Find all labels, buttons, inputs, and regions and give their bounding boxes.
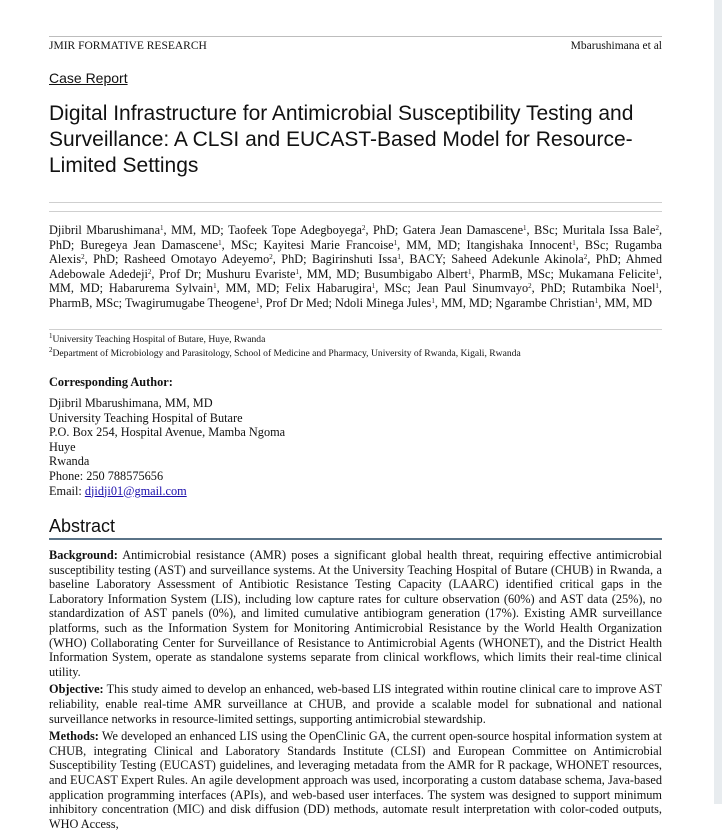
author-name: Busumbigabo Albert xyxy=(364,266,468,281)
abstract-body xyxy=(49,548,662,834)
author-degree: , PhD; xyxy=(272,252,312,267)
author-affiliation-number: 1 xyxy=(213,282,217,291)
author-affiliation-number: 1 xyxy=(655,282,659,291)
page-edge xyxy=(714,0,722,804)
author-degree: , MM, MD; xyxy=(298,266,365,281)
author-degree: , MM, MD xyxy=(598,295,653,310)
author-affiliation-number: 1 xyxy=(655,267,659,276)
author-affiliation-number: 2 xyxy=(269,253,273,262)
affiliation-text: Department of Microbiology and Parasitology, School of Medicine and Pharmacy, University of Rwanda, Kigali, Rwanda xyxy=(52,348,521,359)
author-name: Rasheed Omotayo Adeyemo xyxy=(123,252,270,267)
author-name: Ndoli Minega Jules xyxy=(335,295,432,310)
article-type: Case Report xyxy=(49,70,128,86)
corresponding-author-line: Phone: 250 788575656 xyxy=(49,468,164,483)
running-author: Mbarushimana et al xyxy=(570,40,662,52)
author-affiliation-number: 1 xyxy=(397,253,401,262)
author-name: Rugamba Alexis xyxy=(49,237,663,267)
author-name: Bagirinshuti Issa xyxy=(312,252,398,267)
author-affiliation-number: 2 xyxy=(655,224,659,232)
author-name: Gatera Jean Damascene xyxy=(402,223,524,237)
author-name: Felix Habarugira xyxy=(285,281,372,296)
author-degree: , PhD; xyxy=(84,252,124,267)
author-name: Twagirumugabe Theogene xyxy=(124,295,257,310)
author-degree: , MM, MD; xyxy=(49,266,662,296)
author-list xyxy=(49,223,662,311)
author-degree: , PhD; xyxy=(49,223,663,252)
corresponding-author-heading: Corresponding Author: xyxy=(49,375,173,389)
title-rule-bottom xyxy=(49,211,662,212)
author-name: Habaruremа Sylvain xyxy=(108,281,214,296)
author-affiliation-number: 2 xyxy=(81,253,85,262)
author-affiliation-number: 2 xyxy=(362,224,366,232)
affiliation-number: 1 xyxy=(49,332,53,340)
author-name: Rutambika Noel xyxy=(571,281,656,296)
abstract-methods xyxy=(49,729,662,831)
methods-text: We developed an enhanced LIS using the OpenClinic GA, the current open-source hospital information system at CHUB, integrating Clinical and Laboratory Standards Institute (CLSI) and European Committee on Antimicrobial Susceptibility Testing (EUCAST) guidelines, and leveraging metadata from the AMR for R package, WHONET resources, and EUCAST Expert Rules. An agile development approach was used, incorporating a custom database schema, Java-based application programming interfaces (APIs), and web-based user interfaces. The system was designed to support minimum inhibitory concentration (MIC) and disk diffusion (DD) methods, automate result interpretation with color-coded outputs, WHO Access, xyxy=(49,729,662,831)
title-rule-top xyxy=(49,202,662,203)
author-name: Buregeya Jean Damascene xyxy=(80,237,219,252)
author-degree: , PhD; xyxy=(587,252,626,267)
author-affiliation-number: 2 xyxy=(583,253,588,262)
author-affiliation-number: 2 xyxy=(528,282,532,291)
author-degree: , Prof Dr Med; xyxy=(259,295,336,310)
author-degree: , Prof Dr; xyxy=(151,266,207,281)
corresponding-author-line: University Teaching Hospital of Butare xyxy=(49,410,243,425)
author-degree: , PharmB, MSc; xyxy=(49,281,662,310)
author-name: Kayitesi Marie Francoise xyxy=(263,237,394,252)
author-degree: , PhD; xyxy=(365,223,403,237)
corresponding-author-line: Rwanda xyxy=(49,454,90,469)
author-degree: , BSc; xyxy=(526,223,563,237)
author-affiliation-number: 1 xyxy=(594,296,599,305)
author-affiliation-number: 1 xyxy=(218,238,222,247)
author-affiliation-number: 1 xyxy=(572,238,576,247)
author-affiliation-number: 1 xyxy=(393,238,398,247)
author-affiliation-number: 2 xyxy=(147,267,152,276)
corresponding-author-line: P.O. Box 254, Hospital Avenue, Mamba Ngoma xyxy=(49,425,286,440)
author-affiliation-number: 1 xyxy=(256,296,260,305)
author-affiliation-number: 1 xyxy=(160,224,164,232)
author-name: Muritala Issa Bale xyxy=(562,223,656,237)
affiliation-number: 2 xyxy=(49,346,53,354)
author-affiliation-number: 1 xyxy=(523,224,527,232)
author-name: Jean Paul Sinumvayo xyxy=(416,281,529,296)
author-affiliation-number: 1 xyxy=(371,282,376,291)
author-name: Mushuru Evariste xyxy=(206,266,296,281)
article-title: Digital Infrastructure for Antimicrobial Susceptibility Testing and Surveillance: A CLSI and EUCAST-Based Model for Resource-Limited Settings xyxy=(49,102,634,177)
affiliation-line xyxy=(49,333,662,347)
author-name: Itangishaka Innocent xyxy=(466,237,573,252)
author-degree: , MM, MD; xyxy=(163,223,228,237)
background-text: Antimicrobial resistance (AMR) poses a significant global health threat, requiring effective antimicrobial susceptibility testing (AST) and surveillance systems. At the University Teaching Hospital of Butare (CHUB) in Rwanda, a baseline Laboratory Assessment of Antibiotic Resistance Testing Capacity (LAARC) identified critical gaps in the Laboratory Information System (LIS), including low capture rates for culture observation (60%) and AST data (25%), no standardization of AST panels (0%), and limited cumulative antibiogram generation (17%). Existing AMR surveillance platforms, such as the Information System for Monitoring Antimicrobial Resistance by the World Health Organization (WHO) Collaborating Center for Surveillance of Resistance to Antimicrobial Agents (WHONET), and the District Health Information System, operate as standalone systems separate from clinical workflows, which limits their real-time clinical utility. xyxy=(49,548,662,679)
abstract-objective xyxy=(49,682,662,726)
objective-text: This study aimed to develop an enhanced, web-based LIS integrated within routine clinical care to improve AST reliability, enable real-time AMR surveillance at CHUB, and provide a scalable model for subnational and national surveillance networks in resource-limited settings, supporting antimicrobial stewardship. xyxy=(49,682,662,726)
abstract-background xyxy=(49,548,662,679)
author-name: Ahmed Adebowale Adedeji xyxy=(49,252,662,281)
journal-name: JMIR FORMATIVE RESEARCH xyxy=(49,40,207,52)
author-degree: , PharmB, MSc; xyxy=(471,266,559,281)
author-degree: , PhD; xyxy=(531,281,572,296)
author-name: Ngarambe Christian xyxy=(495,295,595,310)
author-degree: , MM, MD; xyxy=(434,295,496,310)
author-name: Taofeek Tope Adegboyega xyxy=(227,223,362,237)
affiliation-line xyxy=(49,347,662,361)
abstract-rule xyxy=(49,538,662,540)
author-degree: , MSc; xyxy=(221,237,264,252)
author-name: Mukamana Felicite xyxy=(558,266,656,281)
running-header xyxy=(49,40,662,52)
corresponding-author-block xyxy=(49,396,285,498)
author-affiliation-number: 1 xyxy=(431,296,435,305)
background-label: Background: xyxy=(49,548,118,562)
email-line xyxy=(49,484,285,499)
author-degree: , MSc; xyxy=(375,281,417,296)
email-link[interactable]: djidji01@gmail.com xyxy=(84,483,187,498)
objective-label: Objective: xyxy=(49,682,104,697)
author-affiliation-number: 1 xyxy=(295,267,299,276)
corresponding-author-line: Huye xyxy=(49,439,76,454)
affiliations xyxy=(49,333,662,361)
author-degree: , BACY; xyxy=(400,252,452,267)
abstract-heading: Abstract xyxy=(49,516,116,536)
author-degree: , BSc; xyxy=(575,237,615,252)
author-affiliation-number: 1 xyxy=(467,267,472,276)
email-label: Email: xyxy=(49,483,85,498)
corresponding-author-line: Djibril Mbarushimana, MM, MD xyxy=(49,396,213,410)
author-degree: , MM, MD; xyxy=(216,281,286,296)
affiliation-rule xyxy=(49,329,662,330)
affiliation-text: University Teaching Hospital of Butare, Huye, Rwanda xyxy=(52,334,266,345)
author-degree: , MM, MD; xyxy=(397,237,467,252)
header-rule xyxy=(49,36,662,37)
methods-label: Methods: xyxy=(49,729,99,744)
author-name: Saheed Adekunle Akinola xyxy=(451,252,584,267)
author-name: Djibril Mbarushimana xyxy=(49,223,161,237)
